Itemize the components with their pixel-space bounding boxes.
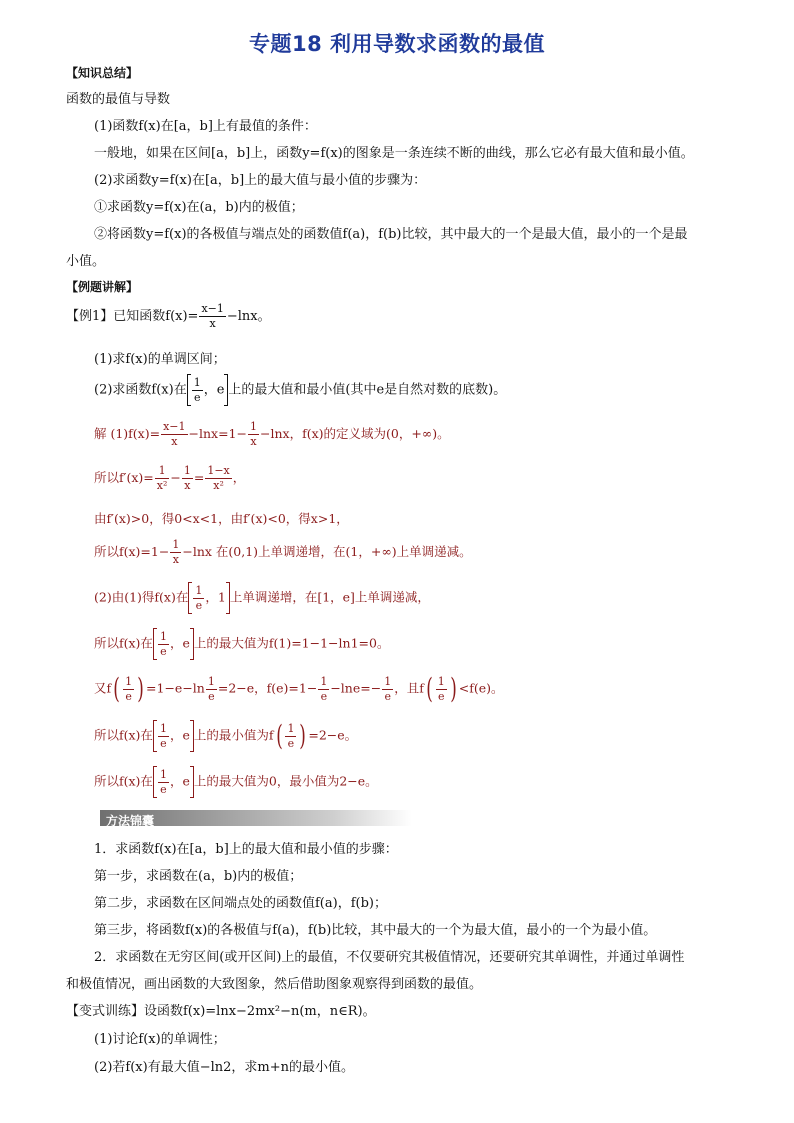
solution-line-3: 由f′(x)>0，得0<x<1，由f′(x)<0，得x>1， — [94, 511, 349, 526]
q-suffix: −lnx。 — [226, 309, 271, 324]
knowledge-p3: (2)求函数y=f(x)在[a，b]上的最大值与最小值的步骤为： — [94, 173, 427, 188]
example-q1: (1)求f(x)的单调区间； — [94, 352, 226, 367]
method-m3: 第二步，求函数在区间端点处的函数值f(a)，f(b)； — [94, 896, 387, 911]
example-question — [66, 302, 271, 331]
solution-line-9: 所以f(x)在 $\frac{1}{e}$ ，e 上的最大值为0，最小值为2−e。 — [94, 766, 378, 798]
knowledge-p5: ②将函数y=f(x)的各极值与端点处的函数值f(a)，f(b)比较，其中最大的一个是最大值，最小的一个是最 — [94, 227, 688, 242]
method-badge: 方法锦囊 — [100, 810, 412, 826]
method-m4: 第三步，将函数f(x)的各极值与f(a)，f(b)比较，其中最大的一个为最大值，最小的一个为最小值。 — [94, 923, 657, 938]
example-q2: (2)求函数f(x)在 $\frac{1}{e}$ ，e 上的最大值和最小值(其中e是自然对数的底数)。 — [94, 374, 506, 406]
method-m5b: 和极值情况，画出函数的大致图象，然后借助图象观察得到函数的最值。 — [66, 977, 483, 992]
solution-line-6: 所以f(x)在 $\frac{1}{e}$ ，e 上的最大值为f(1)=1−1−ln1=0。 — [94, 628, 389, 660]
solution-line-5: (2)由(1)得f(x)在 $\frac{1}{e}$ ，1 上单调递增，在[1，e]上单调递减， — [94, 582, 430, 614]
page-title: 专题18 利用导数求函数的最值 — [248, 32, 546, 56]
method-m1: 1．求函数f(x)在[a，b]上的最大值和最小值的步骤： — [94, 842, 398, 857]
knowledge-p5b: 小值。 — [66, 254, 106, 269]
variant-q2: (2)若f(x)有最大值−ln2，求m+n的最小值。 — [94, 1060, 354, 1075]
method-m5: 2．求函数在无穷区间(或开区间)上的最值，不仅要研究其极值情况，还要研究其单调性，并通过单调性 — [94, 950, 685, 965]
q-prefix: 【例1】已知函数f(x)= — [66, 309, 199, 324]
solution-line-8: 所以f(x)在 $\frac{1}{e}$ ，e 上的最小值为f( $\frac{1}{e}$ ) =2−e。 — [94, 719, 358, 752]
knowledge-p4: ①求函数y=f(x)在(a，b)内的极值； — [94, 200, 304, 215]
knowledge-p2: 一般地，如果在区间[a，b]上，函数y=f(x)的图象是一条连续不断的曲线，那么它必有最大值和最小值。 — [94, 146, 694, 161]
q-fraction: $\frac{x-1}{x}$ — [201, 302, 224, 330]
example-heading: 【例题讲解】 — [66, 280, 139, 294]
variant-q1: (1)讨论f(x)的单调性； — [94, 1032, 226, 1047]
knowledge-subtitle: 函数的最值与导数 — [66, 92, 171, 107]
solution-line-4: 所以f(x)=1− $\frac{1}{x}$ −lnx 在(0,1)上单调递增，在(1，+∞)上单调递减。 — [94, 538, 472, 566]
knowledge-p1: (1)函数f(x)在[a，b]上有最值的条件： — [94, 119, 317, 134]
variant-question: 【变式训练】设函数f(x)=lnx−2mx²−n(m，n∈R)。 — [66, 1004, 376, 1019]
solution-line-7: 又f( $\frac{1}{e}$ ) =1−e−ln $\frac{1}{e}$ =2−e，f(e)=1− $\frac{1}{e}$ −lne=− $\frac{1}{e}$ ，且f( $\frac{1}{e}$ ) <f(e)。 — [94, 672, 504, 705]
solution-line-1: 解 (1)f(x)= $\frac{x-1}{x}$ −lnx=1− $\frac{1}{x}$ −lnx，f(x)的定义域为(0，+∞)。 — [94, 420, 450, 448]
knowledge-heading: 【知识总结】 — [66, 66, 139, 80]
method-m2: 第一步，求函数在(a，b)内的极值； — [94, 869, 303, 884]
solution-line-2: 所以f′(x)= $\frac{1}{\text{x²}}$ − $\frac{1}{x}$ = $\frac{1-x}{\text{x²}}$ ， — [94, 464, 246, 492]
